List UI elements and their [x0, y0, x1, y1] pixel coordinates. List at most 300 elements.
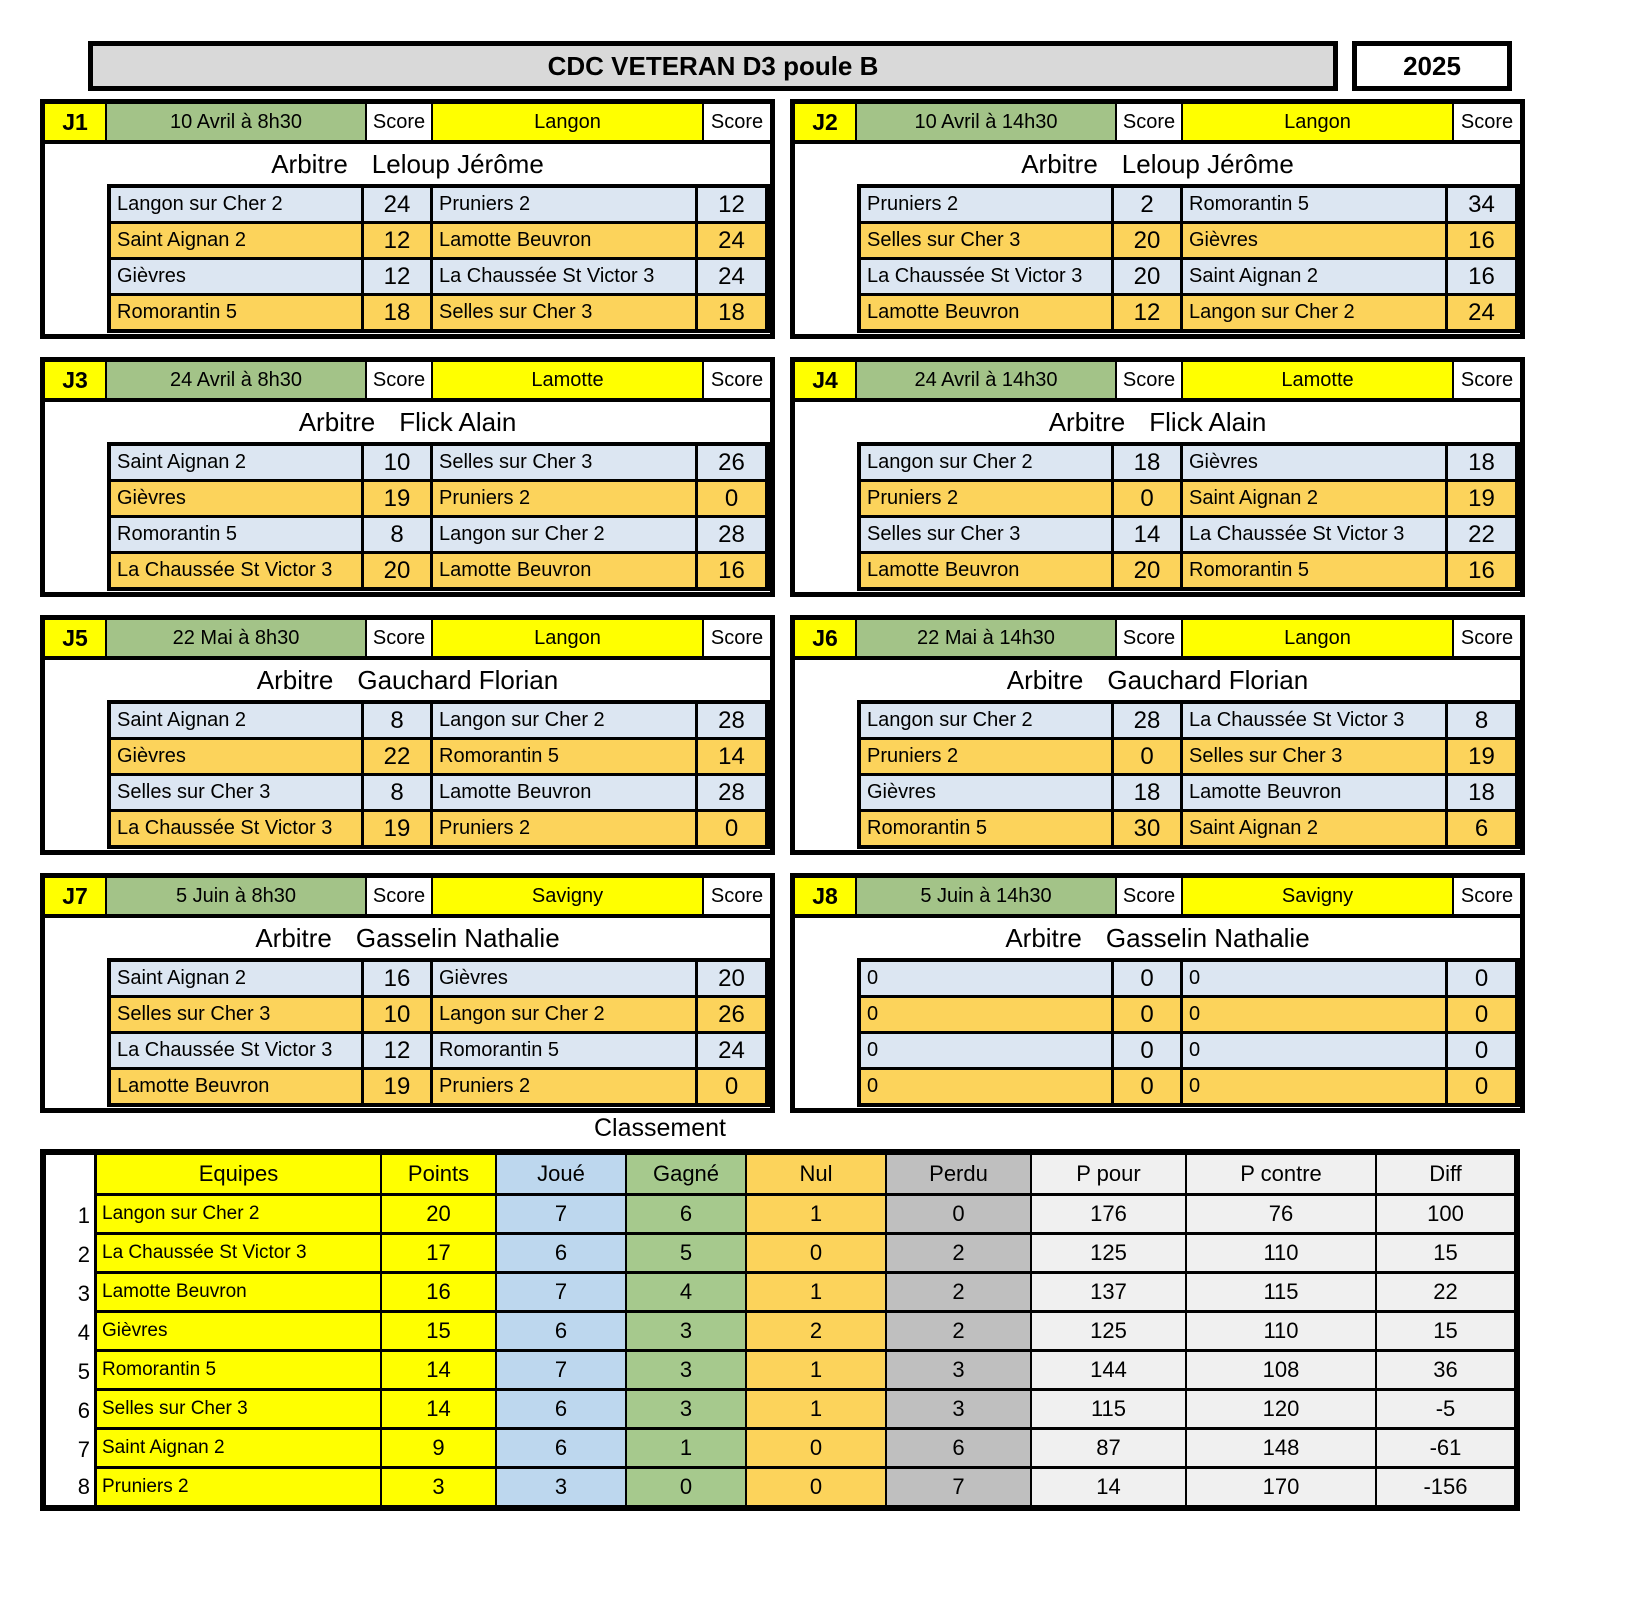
match-row	[861, 554, 1515, 587]
score-column-header: Score	[1117, 104, 1181, 140]
classement-title: Classement	[594, 1114, 726, 1142]
home-score: 0	[1114, 740, 1180, 773]
joue: 6	[497, 1430, 625, 1466]
home-score: 28	[1114, 704, 1180, 737]
score-column-header: Score	[704, 620, 770, 656]
away-team: Lamotte Beuvron	[1183, 776, 1445, 809]
p-pour: 115	[1032, 1391, 1185, 1427]
home-score: 19	[364, 812, 430, 845]
joue: 7	[497, 1274, 625, 1310]
score-column-header: Score	[704, 878, 770, 914]
nul: 1	[747, 1274, 885, 1310]
match-table	[857, 958, 1520, 1107]
referee-name: Leloup Jérôme	[1121, 148, 1294, 179]
home-score: 12	[364, 224, 430, 257]
matchday-venue: Savigny	[433, 878, 702, 914]
col-header-equipes: Equipes	[97, 1155, 380, 1193]
away-score: 26	[698, 446, 765, 479]
matchday-venue: Lamotte	[1183, 362, 1452, 398]
p-contre: 76	[1187, 1196, 1375, 1232]
referee-label: Arbitre	[255, 922, 332, 953]
team-name: Lamotte Beuvron	[97, 1274, 380, 1310]
matchday-datetime: 22 Mai à 8h30	[107, 620, 365, 656]
classement-row	[46, 1313, 1514, 1352]
matchday-label: J3	[45, 362, 105, 398]
away-score: 0	[698, 812, 765, 845]
away-score: 28	[698, 704, 765, 737]
referee-label: Arbitre	[1021, 148, 1098, 179]
home-team: Lamotte Beuvron	[111, 1070, 361, 1103]
away-team: Lamotte Beuvron	[433, 776, 695, 809]
home-score: 0	[1114, 482, 1180, 515]
match-row	[111, 704, 765, 737]
match-row	[861, 776, 1515, 809]
gagne: 6	[627, 1196, 745, 1232]
matchday-venue: Langon	[1183, 104, 1452, 140]
page-title: CDC VETERAN D3 poule B	[88, 41, 1338, 91]
away-score: 20	[698, 962, 765, 995]
home-team: Romorantin 5	[111, 518, 361, 551]
perdu: 2	[887, 1313, 1030, 1349]
away-score: 24	[698, 1034, 765, 1067]
points: 14	[382, 1352, 495, 1388]
home-score: 19	[364, 482, 430, 515]
matchday-block-j6	[790, 615, 1525, 855]
diff: 15	[1377, 1313, 1514, 1349]
match-row	[861, 1034, 1515, 1067]
classement-row	[46, 1352, 1514, 1391]
away-team: Langon sur Cher 2	[433, 518, 695, 551]
matchday-venue: Lamotte	[433, 362, 702, 398]
home-team: Selles sur Cher 3	[861, 224, 1111, 257]
referee-row	[45, 144, 770, 184]
referee-row	[45, 660, 770, 700]
referee-name: Flick Alain	[399, 406, 517, 437]
referee-label: Arbitre	[1048, 406, 1126, 437]
away-score: 26	[698, 998, 765, 1031]
nul: 0	[747, 1469, 885, 1505]
referee-row	[45, 918, 770, 958]
match-row	[861, 704, 1515, 737]
home-team: La Chaussée St Victor 3	[861, 260, 1111, 293]
away-team: 0	[1183, 1070, 1445, 1103]
home-score: 18	[364, 296, 430, 329]
team-name: Gièvres	[97, 1313, 380, 1349]
home-score: 18	[1114, 446, 1180, 479]
match-table	[107, 958, 770, 1107]
away-score: 28	[698, 518, 765, 551]
matchday-label: J7	[45, 878, 105, 914]
matchday-label: J8	[795, 878, 855, 914]
away-team: Selles sur Cher 3	[433, 446, 695, 479]
diff: 100	[1377, 1196, 1514, 1232]
match-row	[861, 740, 1515, 773]
away-score: 18	[698, 296, 765, 329]
matchday-label: J1	[45, 104, 105, 140]
matchday-datetime: 24 Avril à 8h30	[107, 362, 365, 398]
match-row	[111, 482, 765, 515]
matchday-header	[795, 620, 1520, 660]
p-pour: 125	[1032, 1235, 1185, 1271]
referee-label: Arbitre	[1006, 664, 1084, 695]
points: 17	[382, 1235, 495, 1271]
away-team: Selles sur Cher 3	[1183, 740, 1445, 773]
away-score: 19	[1448, 740, 1515, 773]
referee-label: Arbitre	[271, 148, 348, 179]
match-row	[861, 260, 1515, 293]
p-pour: 176	[1032, 1196, 1185, 1232]
referee-name: Gasselin Nathalie	[1105, 922, 1310, 953]
home-score: 10	[364, 446, 430, 479]
match-table	[107, 700, 770, 849]
match-row	[111, 260, 765, 293]
diff: 22	[1377, 1274, 1514, 1310]
score-column-header: Score	[1454, 878, 1520, 914]
away-team: Selles sur Cher 3	[433, 296, 695, 329]
matchday-label: J4	[795, 362, 855, 398]
matchday-datetime: 5 Juin à 8h30	[107, 878, 365, 914]
home-team: Gièvres	[861, 776, 1111, 809]
home-team: Pruniers 2	[861, 188, 1111, 221]
home-score: 0	[1114, 998, 1180, 1031]
away-team: Pruniers 2	[433, 812, 695, 845]
home-team: Lamotte Beuvron	[861, 296, 1111, 329]
away-team: Gièvres	[1183, 446, 1445, 479]
points: 3	[382, 1469, 495, 1505]
home-score: 0	[1114, 1034, 1180, 1067]
away-team: Langon sur Cher 2	[1183, 296, 1445, 329]
home-team: Saint Aignan 2	[111, 704, 361, 737]
away-score: 16	[698, 554, 765, 587]
home-team: Pruniers 2	[861, 740, 1111, 773]
gagne: 3	[627, 1391, 745, 1427]
diff: 15	[1377, 1235, 1514, 1271]
matchday-block-j4	[790, 357, 1525, 597]
matchday-venue: Savigny	[1183, 878, 1452, 914]
nul: 0	[747, 1235, 885, 1271]
p-contre: 120	[1187, 1391, 1375, 1427]
classement-row	[46, 1391, 1514, 1430]
away-score: 16	[1448, 224, 1515, 257]
home-score: 24	[364, 188, 430, 221]
p-pour: 125	[1032, 1313, 1185, 1349]
matchday-block-j2	[790, 99, 1525, 339]
match-row	[861, 446, 1515, 479]
score-column-header: Score	[1117, 620, 1181, 656]
away-team: 0	[1183, 1034, 1445, 1067]
home-team: 0	[861, 1034, 1111, 1067]
match-row	[111, 740, 765, 773]
home-team: Langon sur Cher 2	[861, 704, 1111, 737]
match-row	[111, 812, 765, 845]
score-column-header: Score	[704, 362, 770, 398]
away-score: 18	[1448, 776, 1515, 809]
classement-row	[46, 1430, 1514, 1469]
home-score: 20	[364, 554, 430, 587]
away-score: 34	[1448, 188, 1515, 221]
p-pour: 137	[1032, 1274, 1185, 1310]
team-name: Langon sur Cher 2	[97, 1196, 380, 1232]
referee-name: Gauchard Florian	[1107, 664, 1309, 695]
home-score: 2	[1114, 188, 1180, 221]
home-score: 8	[364, 518, 430, 551]
p-contre: 148	[1187, 1430, 1375, 1466]
away-team: Langon sur Cher 2	[433, 998, 695, 1031]
referee-row	[795, 660, 1520, 700]
joue: 7	[497, 1352, 625, 1388]
rank: 6	[46, 1391, 94, 1430]
score-column-header: Score	[1454, 620, 1520, 656]
referee-row	[795, 918, 1520, 958]
match-row	[861, 188, 1515, 221]
away-team: Pruniers 2	[433, 482, 695, 515]
referee-name: Leloup Jérôme	[371, 148, 544, 179]
match-table	[857, 442, 1520, 591]
col-header-gagne: Gagné	[627, 1155, 745, 1193]
score-column-header: Score	[1117, 878, 1181, 914]
away-team: Gièvres	[1183, 224, 1445, 257]
col-header-ppour: P pour	[1032, 1155, 1185, 1193]
match-row	[861, 296, 1515, 329]
score-column-header: Score	[367, 620, 431, 656]
away-score: 14	[698, 740, 765, 773]
home-score: 8	[364, 704, 430, 737]
away-team: Romorantin 5	[433, 740, 695, 773]
referee-label: Arbitre	[256, 664, 334, 695]
away-team: 0	[1183, 962, 1445, 995]
home-score: 0	[1114, 962, 1180, 995]
away-team: Saint Aignan 2	[1183, 260, 1445, 293]
referee-name: Gauchard Florian	[357, 664, 559, 695]
match-row	[861, 812, 1515, 845]
away-score: 0	[698, 1070, 765, 1103]
away-team: Saint Aignan 2	[1183, 482, 1445, 515]
matchday-block-j8	[790, 873, 1525, 1113]
away-score: 19	[1448, 482, 1515, 515]
score-column-header: Score	[704, 104, 770, 140]
home-score: 12	[364, 260, 430, 293]
home-score: 8	[364, 776, 430, 809]
rank-header	[46, 1155, 94, 1196]
matchday-header	[45, 104, 770, 144]
home-team: 0	[861, 998, 1111, 1031]
p-pour: 14	[1032, 1469, 1185, 1505]
away-score: 24	[1448, 296, 1515, 329]
matchday-venue: Langon	[433, 620, 702, 656]
home-team: Selles sur Cher 3	[861, 518, 1111, 551]
perdu: 2	[887, 1274, 1030, 1310]
home-team: Langon sur Cher 2	[861, 446, 1111, 479]
match-row	[861, 518, 1515, 551]
away-score: 22	[1448, 518, 1515, 551]
joue: 6	[497, 1313, 625, 1349]
rank: 1	[46, 1196, 94, 1235]
match-row	[111, 224, 765, 257]
score-column-header: Score	[367, 104, 431, 140]
away-score: 0	[698, 482, 765, 515]
classement-row	[46, 1235, 1514, 1274]
score-column-header: Score	[1454, 362, 1520, 398]
away-score: 24	[698, 260, 765, 293]
p-pour: 87	[1032, 1430, 1185, 1466]
home-score: 19	[364, 1070, 430, 1103]
away-score: 24	[698, 224, 765, 257]
points: 16	[382, 1274, 495, 1310]
matchday-block-j5	[40, 615, 775, 855]
away-team: Lamotte Beuvron	[433, 554, 695, 587]
gagne: 5	[627, 1235, 745, 1271]
home-score: 20	[1114, 260, 1180, 293]
home-score: 10	[364, 998, 430, 1031]
match-row	[861, 482, 1515, 515]
match-row	[111, 296, 765, 329]
matchday-label: J5	[45, 620, 105, 656]
joue: 3	[497, 1469, 625, 1505]
away-score: 16	[1448, 554, 1515, 587]
p-contre: 108	[1187, 1352, 1375, 1388]
nul: 0	[747, 1430, 885, 1466]
away-score: 0	[1448, 1034, 1515, 1067]
away-team: La Chaussée St Victor 3	[433, 260, 695, 293]
p-contre: 110	[1187, 1235, 1375, 1271]
rank: 7	[46, 1430, 94, 1469]
matchday-header	[795, 878, 1520, 918]
matchday-block-j7	[40, 873, 775, 1113]
col-header-joue: Joué	[497, 1155, 625, 1193]
away-team: 0	[1183, 998, 1445, 1031]
match-row	[111, 776, 765, 809]
away-score: 12	[698, 188, 765, 221]
perdu: 0	[887, 1196, 1030, 1232]
away-score: 8	[1448, 704, 1515, 737]
home-team: Selles sur Cher 3	[111, 998, 361, 1031]
p-contre: 170	[1187, 1469, 1375, 1505]
home-team: Saint Aignan 2	[111, 224, 361, 257]
nul: 1	[747, 1352, 885, 1388]
home-team: Gièvres	[111, 260, 361, 293]
away-team: Saint Aignan 2	[1183, 812, 1445, 845]
home-team: Selles sur Cher 3	[111, 776, 361, 809]
away-team: La Chaussée St Victor 3	[1183, 518, 1445, 551]
matchday-datetime: 10 Avril à 14h30	[857, 104, 1115, 140]
referee-row	[795, 144, 1520, 184]
match-row	[111, 554, 765, 587]
rank: 4	[46, 1313, 94, 1352]
rank: 2	[46, 1235, 94, 1274]
classement-header-row	[46, 1155, 1514, 1196]
team-name: Saint Aignan 2	[97, 1430, 380, 1466]
matchday-header	[45, 362, 770, 402]
score-column-header: Score	[1454, 104, 1520, 140]
matchday-header	[45, 878, 770, 918]
matchday-venue: Langon	[433, 104, 702, 140]
matchday-datetime: 22 Mai à 14h30	[857, 620, 1115, 656]
home-team: Saint Aignan 2	[111, 446, 361, 479]
away-team: La Chaussée St Victor 3	[1183, 704, 1445, 737]
col-header-pcontre: P contre	[1187, 1155, 1375, 1193]
nul: 2	[747, 1313, 885, 1349]
match-row	[861, 224, 1515, 257]
team-name: Romorantin 5	[97, 1352, 380, 1388]
matchday-venue: Langon	[1183, 620, 1452, 656]
matchday-datetime: 24 Avril à 14h30	[857, 362, 1115, 398]
classement-row	[46, 1274, 1514, 1313]
match-row	[111, 998, 765, 1031]
away-team: Langon sur Cher 2	[433, 704, 695, 737]
match-row	[861, 998, 1515, 1031]
diff: -156	[1377, 1469, 1514, 1505]
nul: 1	[747, 1391, 885, 1427]
joue: 7	[497, 1196, 625, 1232]
home-team: Langon sur Cher 2	[111, 188, 361, 221]
match-row	[111, 518, 765, 551]
home-team: Saint Aignan 2	[111, 962, 361, 995]
classement-table	[40, 1149, 1520, 1511]
col-header-perdu: Perdu	[887, 1155, 1030, 1193]
away-score: 18	[1448, 446, 1515, 479]
rank: 5	[46, 1352, 94, 1391]
diff: -5	[1377, 1391, 1514, 1427]
diff: -61	[1377, 1430, 1514, 1466]
p-pour: 144	[1032, 1352, 1185, 1388]
team-name: La Chaussée St Victor 3	[97, 1235, 380, 1271]
away-team: Pruniers 2	[433, 1070, 695, 1103]
perdu: 3	[887, 1391, 1030, 1427]
home-team: La Chaussée St Victor 3	[111, 1034, 361, 1067]
points: 14	[382, 1391, 495, 1427]
home-score: 30	[1114, 812, 1180, 845]
points: 15	[382, 1313, 495, 1349]
score-column-header: Score	[367, 878, 431, 914]
away-team: Pruniers 2	[433, 188, 695, 221]
matchday-header	[795, 362, 1520, 402]
gagne: 3	[627, 1352, 745, 1388]
rank: 3	[46, 1274, 94, 1313]
gagne: 4	[627, 1274, 745, 1310]
away-team: Lamotte Beuvron	[433, 224, 695, 257]
points: 20	[382, 1196, 495, 1232]
matchday-header	[45, 620, 770, 660]
matchday-label: J6	[795, 620, 855, 656]
home-score: 12	[1114, 296, 1180, 329]
home-score: 16	[364, 962, 430, 995]
matchday-block-j1	[40, 99, 775, 339]
gagne: 3	[627, 1313, 745, 1349]
classement-row	[46, 1196, 1514, 1235]
p-contre: 115	[1187, 1274, 1375, 1310]
joue: 6	[497, 1235, 625, 1271]
score-column-header: Score	[367, 362, 431, 398]
gagne: 1	[627, 1430, 745, 1466]
rank: 8	[46, 1469, 94, 1505]
year-badge: 2025	[1352, 41, 1512, 91]
match-row	[861, 1070, 1515, 1103]
away-score: 16	[1448, 260, 1515, 293]
home-score: 18	[1114, 776, 1180, 809]
perdu: 3	[887, 1352, 1030, 1388]
match-table	[107, 442, 770, 591]
referee-name: Gasselin Nathalie	[355, 922, 560, 953]
match-row	[111, 446, 765, 479]
perdu: 7	[887, 1469, 1030, 1505]
away-score: 6	[1448, 812, 1515, 845]
match-row	[111, 962, 765, 995]
match-table	[107, 184, 770, 333]
diff: 36	[1377, 1352, 1514, 1388]
away-score: 28	[698, 776, 765, 809]
joue: 6	[497, 1391, 625, 1427]
col-header-nul: Nul	[747, 1155, 885, 1193]
